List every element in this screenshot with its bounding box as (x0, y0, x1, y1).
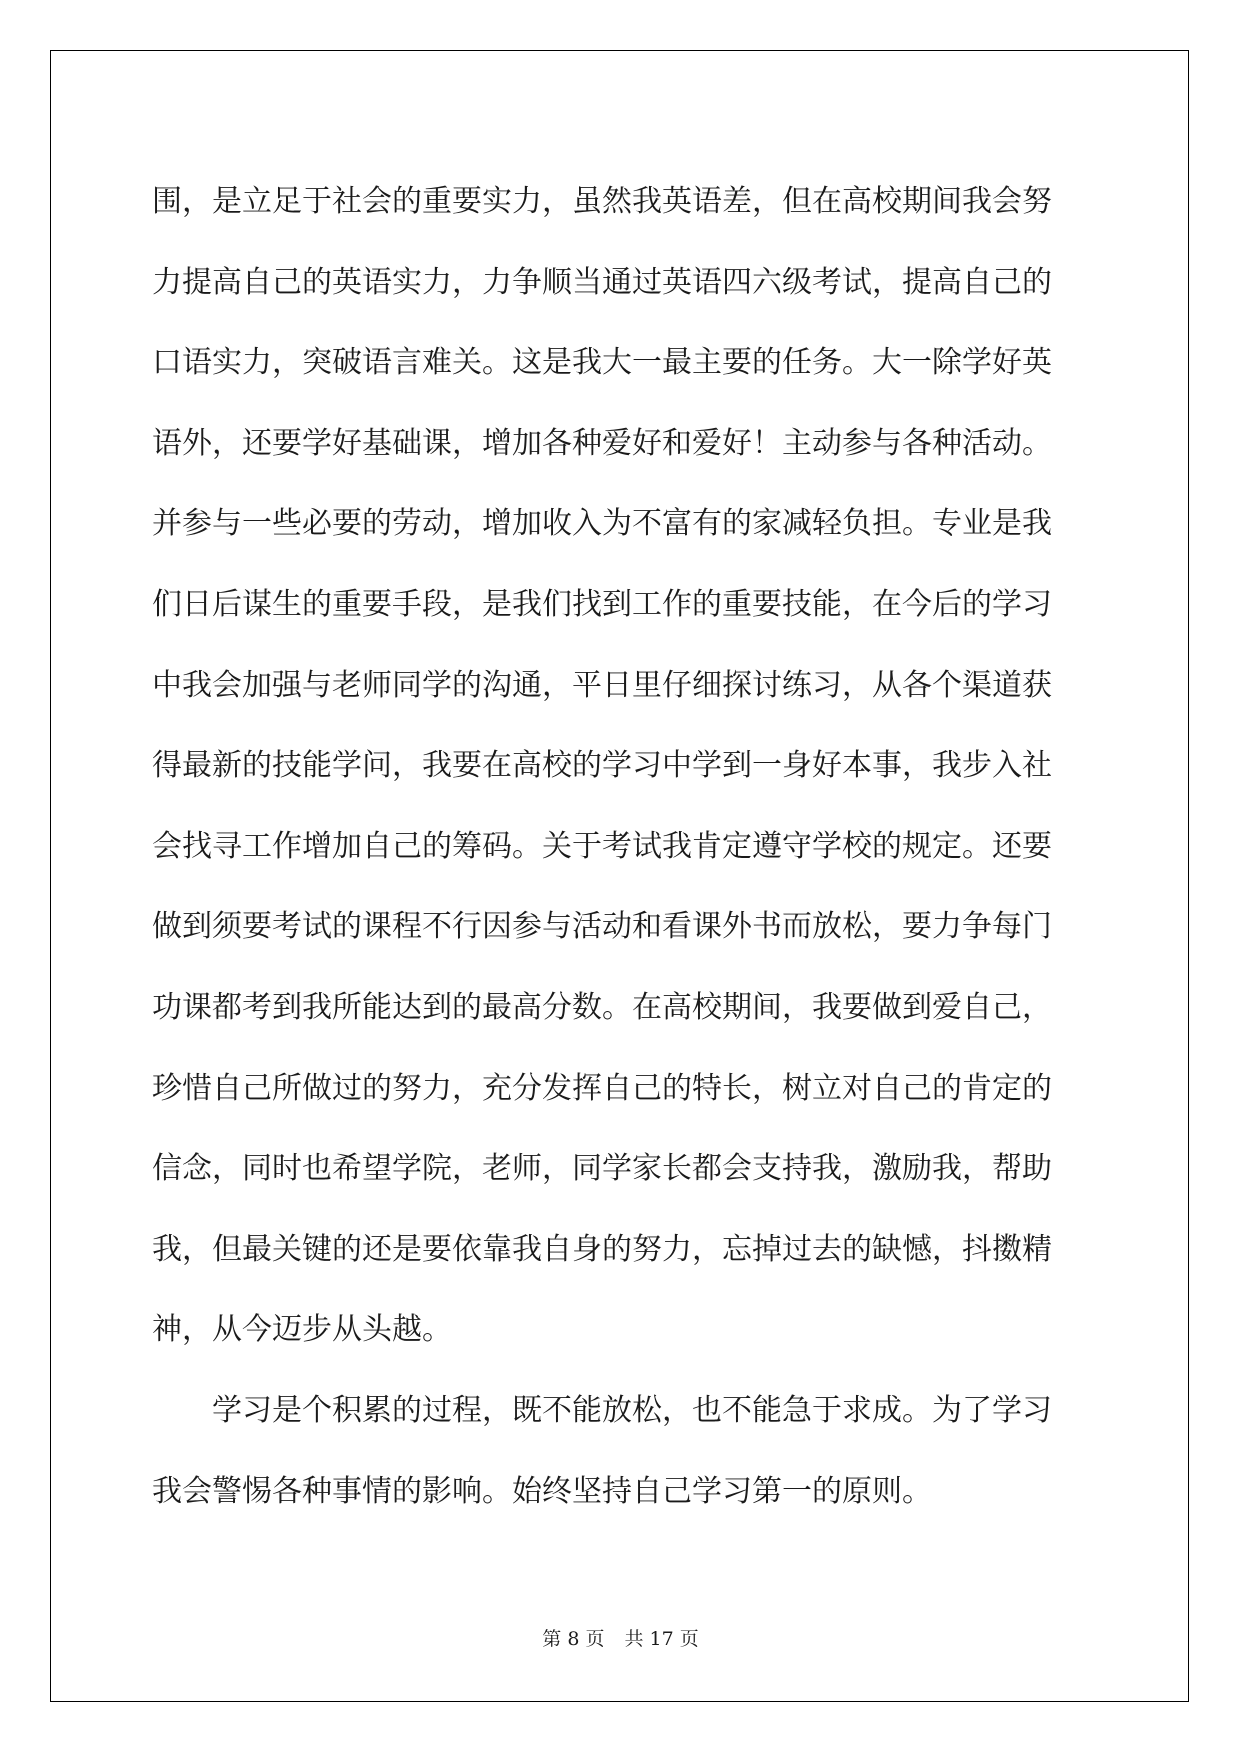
text-line: 神，从今迈步从头越。 (152, 1312, 452, 1348)
text-line: 我会警惕各种事情的影响。始终坚持自己学习第一的原则。 (152, 1473, 932, 1509)
text-line: 围，是立足于社会的重要实力，虽然我英语差，但在高校期间我会努 (152, 184, 1052, 219)
document-body (152, 162, 1092, 1532)
text-line: 语外，还要学好基础课，增加各种爱好和爱好！主动参与各种活动。 (152, 425, 1052, 461)
text-line: 信念，同时也希望学院，老师，同学家长都会支持我，激励我，帮助 (152, 1151, 1052, 1187)
text-line: 并参与一些必要的劳动，增加收入为不富有的家减轻负担。专业是我 (152, 506, 1052, 542)
page-footer (0, 1624, 1241, 1651)
page-total: 共 17 页 (624, 1628, 699, 1650)
page-number: 第 8 页 (542, 1628, 605, 1650)
text-line: 珍惜自己所做过的努力，充分发挥自己的特长，树立对自己的肯定的 (152, 1070, 1052, 1106)
text-line: 我，但最关键的还是要依靠我自身的努力，忘掉过去的缺憾，抖擞精 (152, 1231, 1052, 1267)
text-line: 力提高自己的英语实力，力争顺当通过英语四六级考试，提高自己的 (152, 264, 1052, 300)
text-line: 得最新的技能学问，我要在高校的学习中学到一身好本事，我步入社 (152, 748, 1052, 784)
text-line: 做到须要考试的课程不行因参与活动和看课外书而放松，要力争每门 (152, 909, 1052, 945)
text-line: 口语实力，突破语言难关。这是我大一最主要的任务。大一除学好英 (152, 345, 1052, 381)
text-line: 们日后谋生的重要手段，是我们找到工作的重要技能，在今后的学习 (152, 586, 1052, 622)
paragraph-start-line: 学习是个积累的过程，既不能放松，也不能急于求成。为了学习 (212, 1392, 1052, 1428)
text-line: 会找寻工作增加自己的筹码。关于考试我肯定遵守学校的规定。还要 (152, 828, 1052, 864)
text-line: 中我会加强与老师同学的沟通，平日里仔细探讨练习，从各个渠道获 (152, 667, 1052, 703)
text-line: 功课都考到我所能达到的最高分数。在高校期间，我要做到爱自己， (152, 989, 1052, 1025)
